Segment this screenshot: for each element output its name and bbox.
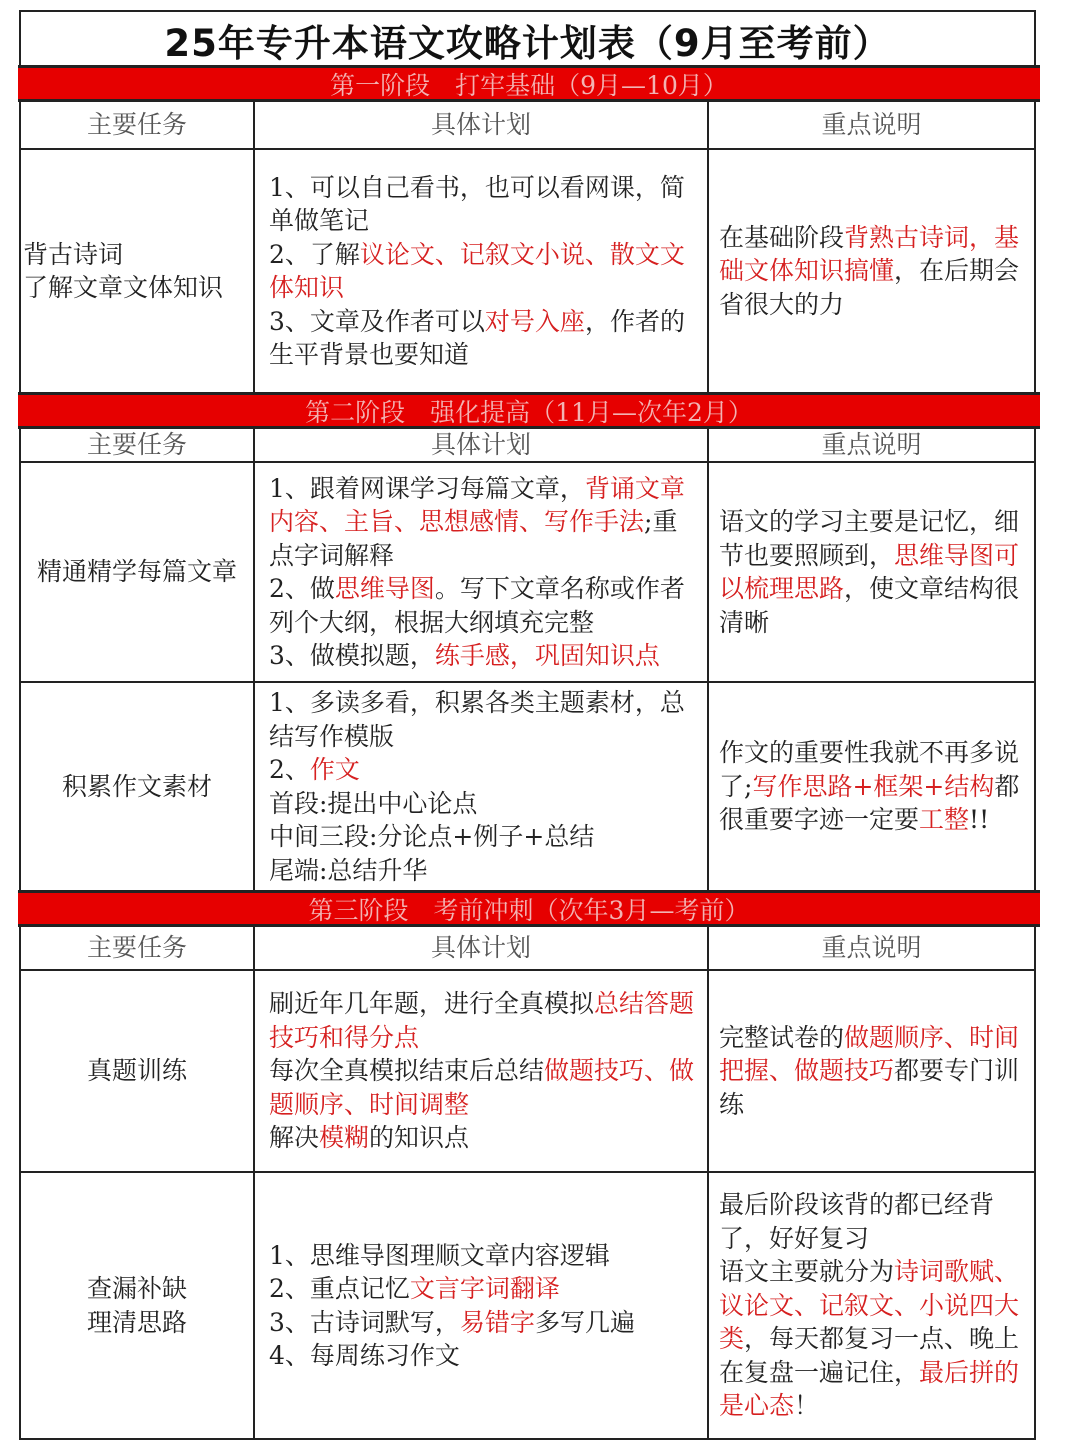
body-text: 3、文章及作者可以 (269, 306, 485, 336)
task-cell: 积累作文素材 (21, 683, 255, 890)
body-text: 尾端:总结升华 (269, 855, 428, 885)
body-text: 3、古诗词默写， (269, 1307, 460, 1337)
stage-3-row-2 (21, 1173, 1034, 1438)
task-cell: 精通精学每篇文章 (21, 463, 255, 681)
cell-text (719, 505, 1028, 639)
body-text: 语文的学习主要是记忆，细节也要照顾到， (719, 507, 1020, 570)
stage-3-header-row (21, 927, 1034, 971)
body-text: 刷近年几年题，进行全真模拟 (269, 989, 595, 1019)
stage-1-banner: 第一阶段 打牢基础（9月—10月） (18, 65, 1040, 102)
plan-table (19, 10, 1036, 1440)
body-text: ！ (794, 1391, 820, 1421)
stage-2-banner: 第二阶段 强化提高（11月—次年2月） (18, 392, 1040, 429)
highlight-text: 练手感，巩固知识点 (434, 641, 660, 670)
header-note: 重点说明 (821, 933, 922, 963)
body-text: 在基础阶段 (719, 222, 845, 252)
plan-cell (255, 1173, 709, 1438)
body-text: 解决 (269, 1123, 320, 1153)
stage-2-row-1 (21, 463, 1034, 683)
plan-cell (255, 150, 709, 392)
highlight-text: 总结答题技巧和得分点 (269, 989, 695, 1052)
body-text: 最后阶段该背的都已经背了，好好复习 (719, 1190, 995, 1253)
page-title: 25年专升本语文攻略计划表（9月至考前） (164, 21, 891, 65)
body-text: 多写几遍 (534, 1307, 635, 1337)
highlight-text: 模糊 (319, 1123, 370, 1153)
body-text: 2、 (269, 755, 310, 784)
task-cell: 查漏补缺 理清思路 (21, 1173, 255, 1438)
highlight-text: 最后拼的是心态 (719, 1357, 1020, 1421)
body-text: 1、多读多看，积累各类主题素材，总结写作模版 (269, 688, 685, 751)
highlight-text: 背诵文章内容、主旨、思想感情、写作手法 (269, 473, 685, 536)
cell-text (269, 472, 699, 673)
body-text: 1、思维导图理顺文章内容逻辑 (269, 1240, 610, 1270)
cell-text (269, 1239, 699, 1373)
header-task: 主要任务 (21, 429, 255, 461)
plan-cell (255, 971, 709, 1171)
stage-3-banner: 第三阶段 考前冲刺（次年3月—考前） (18, 890, 1040, 927)
note-cell (709, 150, 1034, 392)
body-text: 中间三段:分论点+例子+总结 (269, 822, 595, 851)
header-task: 主要任务 (21, 102, 255, 148)
header-task: 主要任务 (21, 927, 255, 969)
body-text: 2、了解 (269, 239, 360, 269)
body-text: 4、每周练习作文 (269, 1341, 460, 1370)
highlight-text: 背熟古诗词，基础文体知识搞懂 (719, 222, 1020, 286)
cell-text (719, 1188, 1028, 1423)
task-cell: 背古诗词 了解文章文体知识 (21, 150, 255, 392)
highlight-text: 易错字 (459, 1307, 535, 1337)
body-text: 1、跟着网课学习每篇文章， (269, 473, 585, 503)
cell-text (269, 686, 699, 887)
stage-1-header-row (21, 102, 1034, 150)
cell-text (269, 171, 699, 372)
cell-text (719, 221, 1028, 322)
cell-text (269, 987, 699, 1155)
body-text: ，作者的生平背景也要知道 (269, 306, 685, 369)
header-note: 重点说明 (821, 430, 922, 460)
body-text: 都很重要字迹一定要 (719, 771, 1020, 835)
body-text: 完整试卷的 (719, 1022, 845, 1052)
body-text: 首段:提出中心论点 (269, 788, 478, 818)
body-text: 1、可以自己看书，也可以看网课，简单做笔记 (269, 172, 685, 235)
highlight-text: 做题顺序、时间把握、做题技巧 (719, 1022, 1020, 1086)
body-text: 都要专门训练 (719, 1056, 1020, 1119)
body-text: 2、重点记忆 (269, 1274, 410, 1303)
header-note: 重点说明 (821, 110, 922, 140)
header-plan: 具体计划 (255, 927, 709, 969)
stage-1-row (21, 150, 1034, 392)
body-text: ，使文章结构很清晰 (719, 574, 1020, 637)
body-text: ，在后期会省很大的力 (719, 256, 1020, 319)
body-text: ，每天都复习一点、晚上在复盘一遍记住， (719, 1324, 1020, 1387)
highlight-text: 写作思路+框架+结构 (752, 771, 995, 801)
body-text: 语文主要就分为 (719, 1257, 895, 1287)
cell-text (719, 736, 1028, 837)
highlight-text: 思维导图 (334, 574, 435, 603)
body-text: 2、做 (269, 574, 335, 603)
stage-3-row-1 (21, 971, 1034, 1173)
highlight-text: 诗词歌赋、议论文、记叙文、小说四大类 (719, 1257, 1020, 1354)
plan-cell (255, 463, 709, 681)
highlight-text: 文言字词翻译 (409, 1274, 560, 1303)
highlight-text: 工整 (919, 805, 970, 835)
body-text: 。写下文章名称或作者列个大纲，根据大纲填充完整 (269, 574, 685, 637)
highlight-text: 作文 (309, 755, 360, 784)
highlight-text: 对号入座 (484, 306, 585, 336)
header-plan: 具体计划 (255, 429, 709, 461)
body-text: 每次全真模拟结束后总结 (269, 1056, 545, 1086)
stage-2-header-row (21, 429, 1034, 463)
body-text: ;重点字词解释 (269, 507, 678, 570)
body-text: 作文的重要性我就不再多说了; (719, 738, 1020, 801)
highlight-text: 思维导图可以梳理思路 (719, 540, 1020, 603)
stage-2-row-2 (21, 683, 1034, 890)
body-text: 3、做模拟题， (269, 641, 435, 670)
cell-text (719, 1021, 1028, 1122)
highlight-text: 做题技巧、做题顺序、时间调整 (269, 1056, 695, 1119)
body-text: 的知识点 (369, 1123, 470, 1153)
body-text: !! (969, 805, 990, 835)
highlight-text: 议论文、记叙文小说、散文文体知识 (269, 239, 685, 302)
header-plan: 具体计划 (255, 102, 709, 148)
note-cell (709, 971, 1034, 1171)
note-cell (709, 1173, 1034, 1438)
plan-cell (255, 683, 709, 890)
note-cell (709, 683, 1034, 890)
note-cell (709, 463, 1034, 681)
task-cell: 真题训练 (21, 971, 255, 1171)
